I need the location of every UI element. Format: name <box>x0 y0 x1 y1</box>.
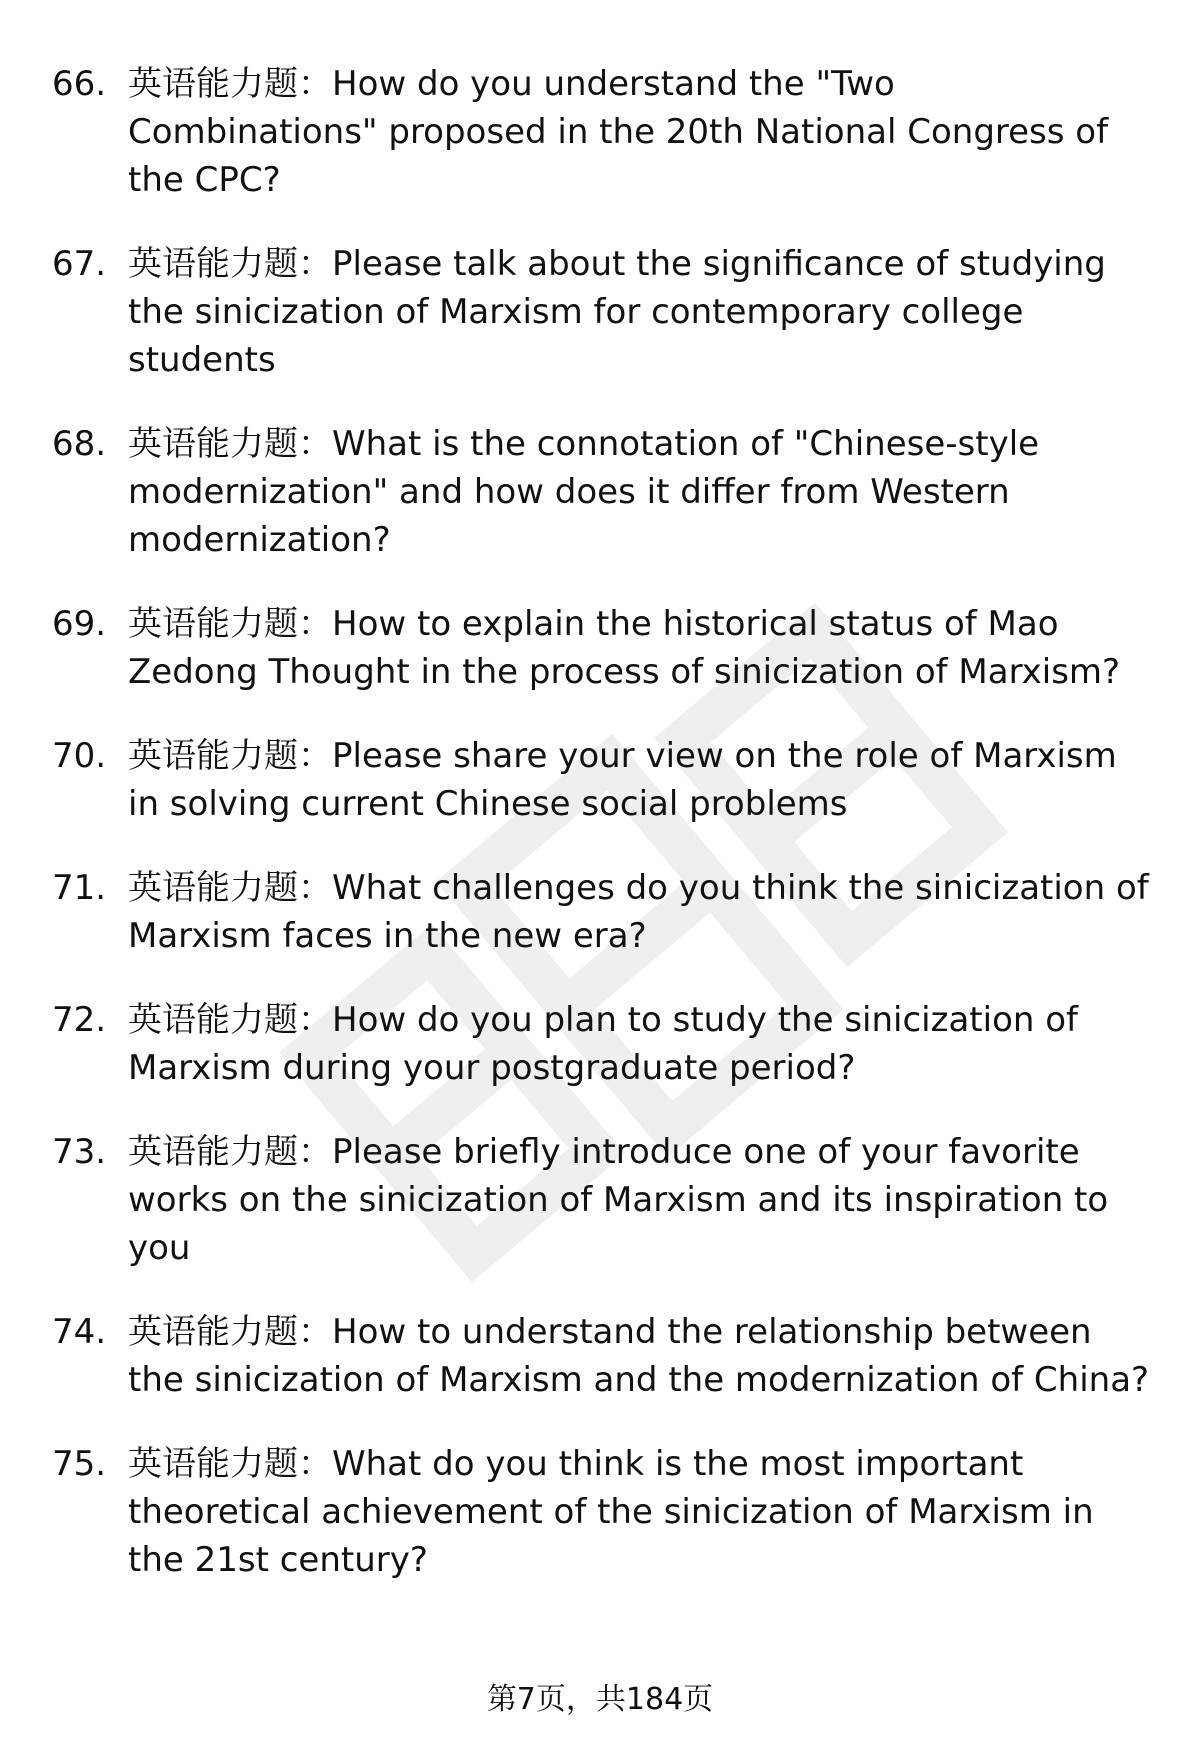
question-body <box>128 240 1152 384</box>
question-category-label: 英语能力题： <box>128 64 332 104</box>
question-number: 66. <box>52 64 107 104</box>
question-text: Please talk about the significance of studying the sinicization of Marxism for contemporary college students <box>128 244 1106 380</box>
question-text: Please briefly introduce one of your favorite works on the sinicization of Marxism and its inspiration to you <box>128 1132 1109 1268</box>
question-category-label: 英语能力题： <box>128 424 332 464</box>
question-category-label: 英语能力题： <box>128 1312 332 1352</box>
question-item <box>52 1440 1152 1584</box>
question-number: 69. <box>52 604 107 644</box>
question-list <box>52 60 1152 1620</box>
page-number-footer: 第7页，共184页 <box>486 1682 714 1717</box>
question-number: 73. <box>52 1132 107 1172</box>
question-text: How do you understand the "Two Combinations" proposed in the 20th National Congress of the CPC? <box>128 64 1109 200</box>
question-category-label: 英语能力题： <box>128 868 332 908</box>
question-category-label: 英语能力题： <box>128 244 332 284</box>
question-number: 67. <box>52 244 107 284</box>
question-number: 72. <box>52 1000 107 1040</box>
question-body <box>128 864 1152 960</box>
question-category-label: 英语能力题： <box>128 1132 332 1172</box>
question-item <box>52 420 1152 564</box>
question-number: 75. <box>52 1444 107 1484</box>
question-item <box>52 996 1152 1092</box>
question-body <box>128 996 1152 1092</box>
question-item <box>52 60 1152 204</box>
question-item <box>52 240 1152 384</box>
question-item <box>52 600 1152 696</box>
question-text: Please share your view on the role of Marxism in solving current Chinese social problems <box>128 736 1117 824</box>
question-category-label: 英语能力题： <box>128 604 332 644</box>
question-body <box>128 1308 1152 1404</box>
question-text: How do you plan to study the sinicization of Marxism during your postgraduate period? <box>128 1000 1079 1088</box>
question-body <box>128 1128 1152 1272</box>
question-text: What challenges do you think the sinicization of Marxism faces in the new era? <box>128 868 1149 956</box>
question-body <box>128 60 1152 204</box>
question-text: What is the connotation of "Chinese-style modernization" and how does it differ from Western modernization? <box>128 424 1040 560</box>
question-number: 68. <box>52 424 107 464</box>
question-body <box>128 420 1152 564</box>
question-category-label: 英语能力题： <box>128 1000 332 1040</box>
question-text: What do you think is the most important theoretical achievement of the sinicization of Marxism in the 21st century? <box>128 1444 1094 1580</box>
question-number: 74. <box>52 1312 107 1352</box>
question-item <box>52 732 1152 828</box>
question-item <box>52 1308 1152 1404</box>
question-text: How to explain the historical status of Mao Zedong Thought in the process of sinicization of Marxism? <box>128 604 1121 692</box>
question-item <box>52 864 1152 960</box>
question-body <box>128 600 1152 696</box>
question-number: 70. <box>52 736 107 776</box>
question-category-label: 英语能力题： <box>128 1444 332 1484</box>
question-body <box>128 732 1152 828</box>
question-item <box>52 1128 1152 1272</box>
question-category-label: 英语能力题： <box>128 736 332 776</box>
question-body <box>128 1440 1152 1584</box>
question-text: How to understand the relationship between the sinicization of Marxism and the modernization of China? <box>128 1312 1150 1400</box>
question-number: 71. <box>52 868 107 908</box>
